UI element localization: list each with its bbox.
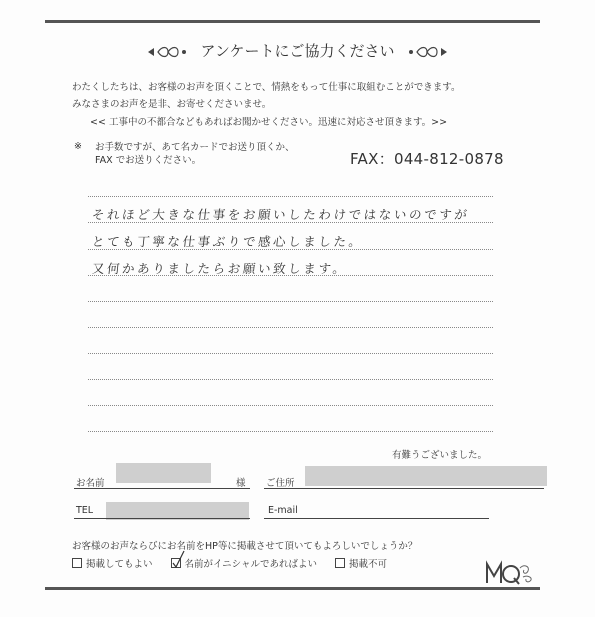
intro-line: わたくしたちは、お客様のお声を頂くことで、情熱をもって仕事に取組むことができます。: [72, 82, 461, 93]
option-label: 名前がイニシャルであればよい: [184, 559, 317, 570]
right-ornament-icon: [405, 46, 449, 58]
address-label: ご住所: [266, 478, 295, 489]
left-ornament-icon: [146, 46, 190, 58]
check-mark-icon: [171, 550, 185, 568]
address-redaction: [305, 466, 547, 486]
ruled-line: [88, 405, 493, 406]
intro-note: << 工事中の不都合などもあればお聞かせください。迅速に対応させ頂きます。>>: [90, 117, 448, 128]
ruled-line: [88, 431, 493, 432]
thanks-text: 有難うございました。: [392, 450, 488, 461]
option-allow[interactable]: [72, 556, 153, 570]
tel-field[interactable]: [74, 518, 250, 519]
survey-title: [0, 40, 595, 61]
honorific-label: 様: [236, 478, 246, 489]
send-note: [95, 141, 295, 167]
tel-label: TEL: [76, 505, 94, 516]
fax-number: FAX：044-812-0878: [350, 150, 504, 168]
publish-question: お客様のお声ならびにお名前をHP等に掲載させて頂いてもよろしいでしょうか？: [72, 541, 418, 552]
intro-line: みなさまのお声を是非、お寄せくださいませ。: [72, 99, 272, 110]
intro-text: [72, 79, 461, 113]
option-label: 掲載不可: [348, 559, 387, 570]
ruled-line: [88, 353, 493, 354]
bottom-rule: [45, 587, 540, 590]
checkbox[interactable]: [335, 558, 345, 568]
handwritten-line: 又何かありましたらお願い致します。: [91, 261, 349, 276]
checkbox[interactable]: [72, 558, 82, 568]
top-rule: [45, 20, 540, 23]
checkbox-checked[interactable]: [171, 558, 181, 568]
handwritten-line: それほど大きな仕事をお願いしたわけではないのですが: [91, 207, 471, 222]
handwritten-line: とても丁寧な仕事ぶりで感心しました。: [91, 234, 365, 249]
name-field[interactable]: [74, 488, 250, 489]
publish-options: [72, 556, 405, 570]
note-mark: ※: [74, 141, 82, 152]
email-label: E-mail: [268, 505, 298, 516]
note-line: お手数ですが、あて名カードでお送り頂くか、: [95, 142, 295, 153]
name-label: お名前: [76, 478, 105, 489]
option-deny[interactable]: [335, 556, 387, 570]
ruled-line: [88, 196, 493, 197]
address-field[interactable]: [264, 488, 544, 489]
ruled-line: [88, 379, 493, 380]
option-initials[interactable]: [171, 556, 317, 570]
title-text: アンケートにご協力ください: [200, 42, 395, 60]
company-logo: [484, 560, 536, 590]
ruled-line: [88, 301, 493, 302]
ruled-line: [88, 327, 493, 328]
option-label: 掲載してもよい: [86, 559, 153, 570]
email-field[interactable]: [264, 518, 489, 519]
name-redaction: [116, 463, 211, 483]
note-line: FAX でお送りください。: [95, 155, 202, 166]
